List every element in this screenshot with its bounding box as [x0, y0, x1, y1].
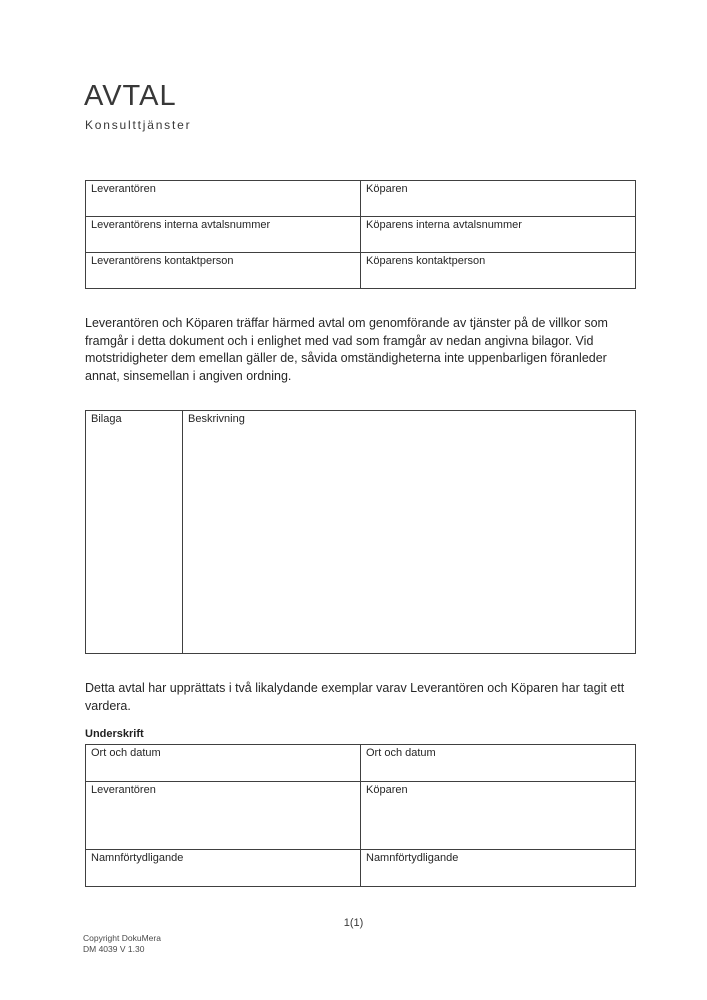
table-row — [86, 782, 636, 850]
buyer-label-cell: Köparen — [361, 181, 636, 217]
table-row — [86, 217, 636, 253]
intro-paragraph: Leverantören och Köparen träffar härmed avtal om genomförande av tjänster på de villkor som framgår i detta dokument och i enlighet med vad som framgår av nedan angivna bilagor. Vid motstridigheter dem emellan gäller de, såvida omständigheterna inte uppenbarligen föranleder annat, sinsemellan i angiven ordning. — [85, 316, 608, 383]
attachment-label-cell: Bilaga — [86, 411, 183, 654]
supplier-label-cell: Leverantören — [86, 181, 361, 217]
table-row — [86, 181, 636, 217]
buyer-contact-person-cell: Köparens kontaktperson — [361, 253, 636, 289]
document-id-line: DM 4039 V 1.30 — [83, 943, 145, 954]
attachments-table — [85, 410, 636, 654]
table-row — [86, 850, 636, 887]
parties-table — [85, 180, 636, 289]
supplier-name-clarification-cell: Namnförtydligande — [86, 850, 361, 887]
attachment-description-cell: Beskrivning — [183, 411, 636, 654]
closing-paragraph: Detta avtal har upprättats i två likalydande exemplar varav Leverantören och Köparen har tagit ett vardera. — [85, 681, 625, 713]
page-number: 1(1) — [343, 917, 364, 929]
supplier-contract-number-cell: Leverantörens interna avtalsnummer — [86, 217, 361, 253]
signature-table — [85, 744, 636, 887]
supplier-contact-person-cell: Leverantörens kontaktperson — [86, 253, 361, 289]
supplier-date-place-cell: Ort och datum — [86, 745, 361, 782]
table-row — [86, 745, 636, 782]
signature-heading: Underskrift — [85, 728, 144, 740]
table-row — [86, 411, 636, 654]
footer-copyright — [83, 933, 161, 954]
page-title: AVTAL — [84, 80, 177, 112]
buyer-contract-number-cell: Köparens interna avtalsnummer — [361, 217, 636, 253]
buyer-date-place-cell: Ort och datum — [361, 745, 636, 782]
table-row — [86, 253, 636, 289]
supplier-signature-cell: Leverantören — [86, 782, 361, 850]
copyright-line: Copyright DokuMera — [83, 933, 161, 943]
page-subtitle: Konsulttjänster — [85, 118, 192, 132]
buyer-signature-cell: Köparen — [361, 782, 636, 850]
buyer-name-clarification-cell: Namnförtydligande — [361, 850, 636, 887]
